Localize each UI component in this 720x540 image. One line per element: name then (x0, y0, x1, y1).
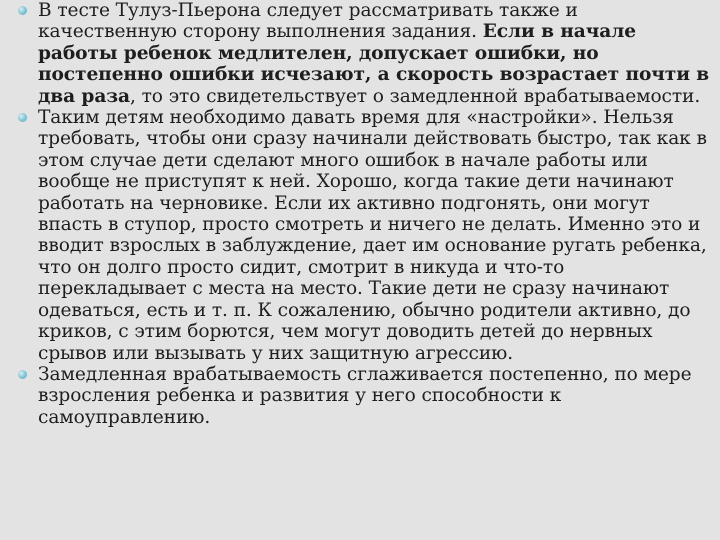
slide-content (14, 0, 714, 428)
bullet-list (14, 0, 714, 428)
bullet-text-part: Таким детям необходимо давать время для «настройки». Нельзя требовать, чтобы они сразу начинали действовать быстро, так как в этом случае дети сделают много ошибок в начале работы или вообще не приступят к ней. Хорошо, когда такие дети начинают работать на черновике. Если их активно подгонять, они могут впасть в ступор, просто смотреть и ничего не делать. Именно это и вводит взрослых в заблуждение, дает им основание ругать ребенка, что он долго просто сидит, смотрит в никуда и что-то перекладывает с места на место. Такие дети не сразу начинают одеваться, есть и т. п. К сожалению, обычно родители активно, до криков, с этим борются, чем могут доводить детей до нервных срывов или вызывать у них защитную агрессию. (38, 107, 707, 364)
bullet-text-part: В тесте Тулуз-Пьерона следует рассматривать также и качественную сторону выполнения задания. (38, 0, 578, 43)
bullet-item (14, 107, 714, 364)
bullet-text-bold: Если в начале работы ребенок медлителен, допускает ошибки, но постепенно ошибки исчезают, а скорость возрастает почти в два раза (38, 21, 710, 107)
bullet-dot-icon (18, 113, 27, 122)
bullet-item (14, 364, 714, 428)
bullet-dot-icon (18, 6, 27, 15)
bullet-text-part: , то это свидетельствует о замедленной врабатываемости. (130, 85, 701, 107)
bullet-text-part: Замедленная врабатываемость сглаживается постепенно, по мере взросления ребенка и развития у него способности к самоуправлению. (38, 363, 692, 428)
bullet-item (14, 0, 714, 107)
bullet-dot-icon (18, 370, 27, 379)
